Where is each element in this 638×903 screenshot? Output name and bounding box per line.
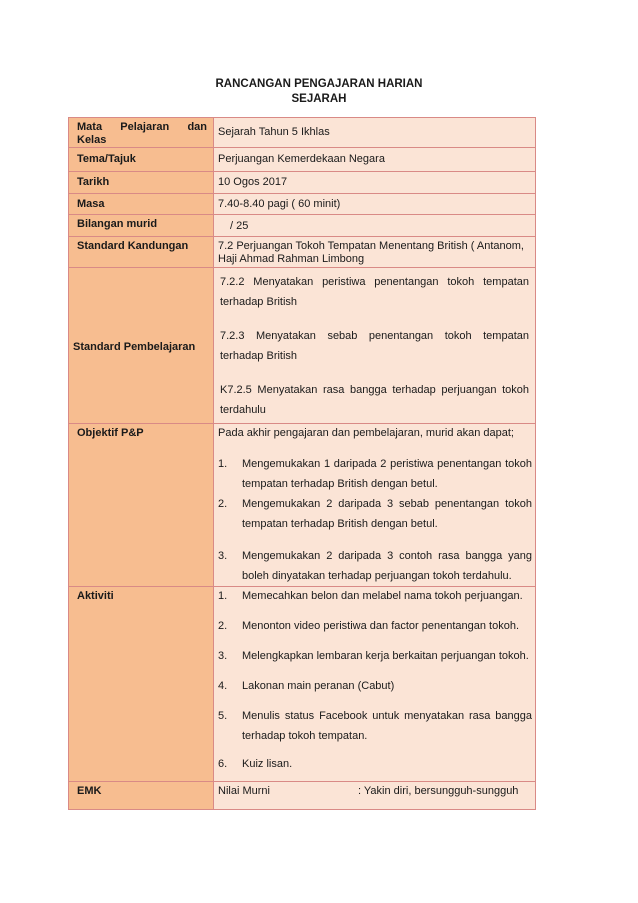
value-tarikh: 10 Ogos 2017	[214, 172, 536, 194]
row-standard-kandungan	[69, 237, 536, 268]
row-objektif	[69, 424, 536, 587]
value-emk	[214, 782, 536, 810]
value-tema: Perjuangan Kemerdekaan Negara	[214, 148, 536, 172]
aktiviti-text: Lakonan main peranan (Cabut)	[242, 680, 395, 692]
row-aktiviti	[69, 587, 536, 782]
label-emk: EMK	[69, 782, 214, 810]
row-mata-pelajaran	[69, 118, 536, 148]
aktiviti-item-3	[218, 650, 532, 663]
aktiviti-item-5	[218, 706, 532, 746]
objektif-num: 3.	[218, 550, 228, 562]
objektif-text: Mengemukakan 2 daripada 3 contoh rasa bangga yang boleh dinyatakan terhadap perjuangan tokoh terdahulu.	[242, 550, 532, 582]
value-objektif	[214, 424, 536, 587]
aktiviti-num: 1.	[218, 590, 228, 602]
row-bilangan	[69, 215, 536, 237]
label-aktiviti: Aktiviti	[69, 587, 214, 782]
objektif-text: Mengemukakan 1 daripada 2 peristiwa penentangan tokoh tempatan terhadap British dengan betul.	[242, 458, 532, 490]
emk-nilai-detail: : Yakin diri, bersungguh-sungguh	[358, 785, 519, 797]
objektif-intro: Pada akhir pengajaran dan pembelajaran, murid akan dapat;	[218, 427, 514, 439]
aktiviti-item-2	[218, 620, 532, 633]
label-masa: Masa	[69, 194, 214, 215]
objektif-item-2	[218, 494, 532, 534]
document-subtitle: SEJARAH	[291, 93, 347, 105]
value-aktiviti	[214, 587, 536, 782]
objektif-item-1	[218, 454, 532, 494]
objektif-item-3	[218, 546, 532, 586]
emk-nilai: Nilai Murni	[218, 785, 270, 797]
aktiviti-num: 4.	[218, 680, 228, 692]
document-title: RANCANGAN PENGAJARAN HARIAN	[215, 78, 423, 90]
aktiviti-text: Memecahkan belon dan melabel nama tokoh perjuangan.	[242, 590, 523, 602]
label-mata-pelajaran: Mata Pelajaran dan Kelas	[69, 118, 214, 148]
value-masa: 7.40-8.40 pagi ( 60 minit)	[214, 194, 536, 215]
value-mata-pelajaran: Sejarah Tahun 5 Ikhlas	[214, 118, 536, 148]
objektif-num: 1.	[218, 458, 228, 470]
label-standard-kandungan: Standard Kandungan	[69, 237, 214, 268]
aktiviti-item-4	[218, 680, 532, 693]
aktiviti-item-1	[218, 590, 532, 603]
label-tarikh: Tarikh	[69, 172, 214, 194]
label-bilangan-murid: Bilangan murid	[69, 215, 214, 237]
sp-item-2: 7.2.3 Menyatakan sebab penentangan tokoh tempatan terhadap British	[220, 330, 529, 362]
aktiviti-text: Melengkapkan lembaran kerja berkaitan perjuangan tokoh.	[242, 650, 529, 662]
aktiviti-num: 5.	[218, 710, 228, 722]
lesson-plan-table	[68, 117, 536, 810]
sp-item-3: K7.2.5 Menyatakan rasa bangga terhadap perjuangan tokoh terdahulu	[220, 384, 529, 416]
row-tema	[69, 148, 536, 172]
row-emk	[69, 782, 536, 810]
aktiviti-num: 3.	[218, 650, 228, 662]
aktiviti-num: 2.	[218, 620, 228, 632]
aktiviti-text: Menulis status Facebook untuk menyatakan rasa bangga terhadap tokoh tempatan.	[242, 710, 532, 742]
aktiviti-text: Menonton video peristiwa dan factor penentangan tokoh.	[242, 620, 520, 632]
row-masa	[69, 194, 536, 215]
value-bilangan-murid: / 25	[214, 215, 536, 237]
value-standard-pembelajaran	[214, 268, 536, 424]
objektif-num: 2.	[218, 498, 228, 510]
aktiviti-num: 6.	[218, 758, 228, 770]
value-standard-kandungan: 7.2 Perjuangan Tokoh Tempatan Menentang British ( Antanom, Haji Ahmad Rahman Limbong	[214, 237, 536, 268]
sp-item-1: 7.2.2 Menyatakan peristiwa penentangan tokoh tempatan terhadap British	[220, 276, 529, 308]
aktiviti-item-6	[218, 758, 532, 771]
row-standard-pembelajaran	[69, 268, 536, 424]
label-tema: Tema/Tajuk	[69, 148, 214, 172]
label-standard-pembelajaran: Standard Pembelajaran	[69, 268, 214, 424]
label-objektif: Objektif P&P	[69, 424, 214, 587]
objektif-text: Mengemukakan 2 daripada 3 sebab penentangan tokoh tempatan terhadap British dengan betul.	[242, 498, 532, 530]
aktiviti-text: Kuiz lisan.	[242, 758, 293, 770]
row-tarikh	[69, 172, 536, 194]
